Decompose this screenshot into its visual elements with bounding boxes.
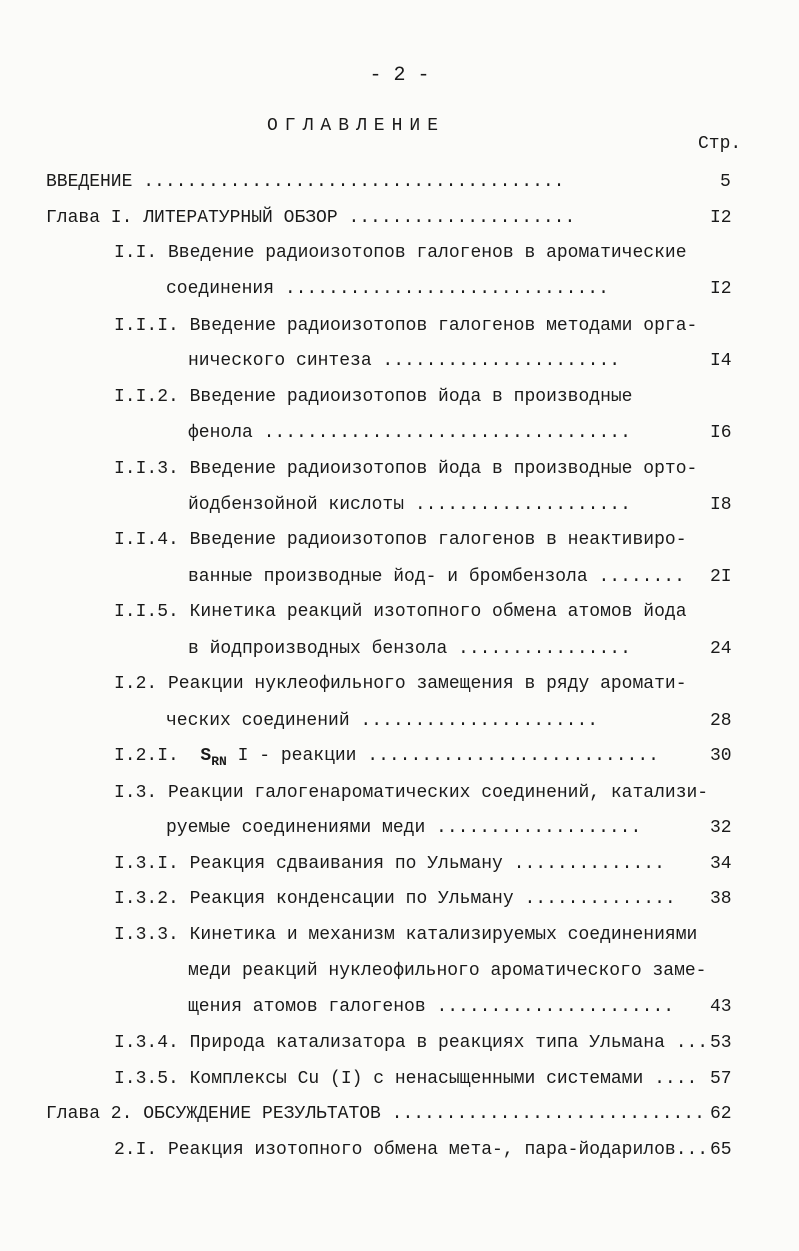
toc-entry-suffix: I - реакции ........................... [237,746,659,766]
toc-entry-text: Глава I. ЛИТЕРАТУРНЫЙ ОБЗОР ..................... [46,208,576,228]
toc-entry-text: I.I. Введение радиоизотопов галогенов в ароматические [114,243,687,263]
toc-entry-text: щения атомов галогенов ...................... [188,997,675,1017]
toc-entry-text: ВВЕДЕНИЕ ....................................... [46,172,565,192]
toc-entry-text: I.3.3. Кинетика и механизм катализируемых соединениями [114,925,698,945]
toc-entry-text: йодбензойной кислоты .................... [188,495,631,515]
toc-entry-text: меди реакций нуклеофильного ароматического заме- [188,961,707,981]
toc-entry-srn [114,744,659,774]
toc-entry-text: 2.I. Реакция изотопного обмена мета-, пара-йодарилов... [114,1140,709,1160]
toc-entry-text: ванные производные йод- и бромбензола ........ [188,567,685,587]
toc-entry-text: фенола .................................. [188,423,631,443]
toc-entry-page: 24 [710,639,732,659]
toc-entry-page: I2 [710,279,732,299]
srn-subscript: RN [211,754,227,769]
toc-entry-text: I.2. Реакции нуклеофильного замещения в ряду аромати- [114,674,687,694]
page-number: - 2 - [369,64,430,87]
toc-entry-text: I.I.3. Введение радиоизотопов йода в производные орто- [114,459,698,479]
toc-entry-text: I.3.5. Комплексы Cu (I) с ненасыщенными системами .... [114,1069,698,1089]
toc-entry-page: I8 [710,495,732,515]
toc-entry-page: 57 [710,1069,732,1089]
toc-entry-text: I.I.I. Введение радиоизотопов галогенов методами орга- [114,316,698,336]
srn-symbol [200,746,227,769]
page-column-label: Стр. [698,134,742,154]
toc-entry-text: I.3. Реакции галогенароматических соединений, катализи- [114,783,709,803]
toc-entry-page: I4 [710,351,732,371]
toc-entry-text: нического синтеза ...................... [188,351,621,371]
page-title: ОГЛАВЛЕНИЕ [266,116,446,136]
toc-entry-page: 62 [710,1104,732,1124]
toc-entry-text: соединения .............................. [166,279,609,299]
toc-entry-page: 43 [710,997,732,1017]
toc-entry-page: 5 [720,172,731,192]
toc-entry-page: 30 [710,746,732,766]
toc-entry-page: I6 [710,423,732,443]
toc-entry-page: 32 [710,818,732,838]
toc-entry-page: 2I [710,567,732,587]
toc-entry-page: 34 [710,854,732,874]
toc-entry-text: I.I.5. Кинетика реакций изотопного обмена атомов йода [114,602,687,622]
toc-entry-page: I2 [710,208,732,228]
toc-entry-text: Глава 2. ОБСУЖДЕНИЕ РЕЗУЛЬТАТОВ ............................. [46,1104,705,1124]
toc-entry-text: ческих соединений ...................... [166,711,599,731]
toc-entry-text: I.3.4. Природа катализатора в реакциях типа Ульмана ... [114,1033,709,1053]
toc-entry-text: I.I.2. Введение радиоизотопов йода в производные [114,387,633,407]
toc-entry-page: 28 [710,711,732,731]
toc-entry-page: 65 [710,1140,732,1160]
toc-entry-text: I.I.4. Введение радиоизотопов галогенов в неактивиро- [114,530,687,550]
toc-entry-page: 53 [710,1033,732,1053]
toc-entry-prefix: I.2.I. [114,746,179,766]
toc-entry-text: I.3.I. Реакция сдваивания по Ульману .............. [114,854,665,874]
toc-entry-text: руемые соединениями меди ................... [166,818,642,838]
toc-entry-text: в йодпроизводных бензола ................ [188,639,631,659]
toc-entry-page: 38 [710,889,732,909]
srn-letter: S [200,746,212,766]
toc-entry-text: I.3.2. Реакция конденсации по Ульману .............. [114,889,676,909]
